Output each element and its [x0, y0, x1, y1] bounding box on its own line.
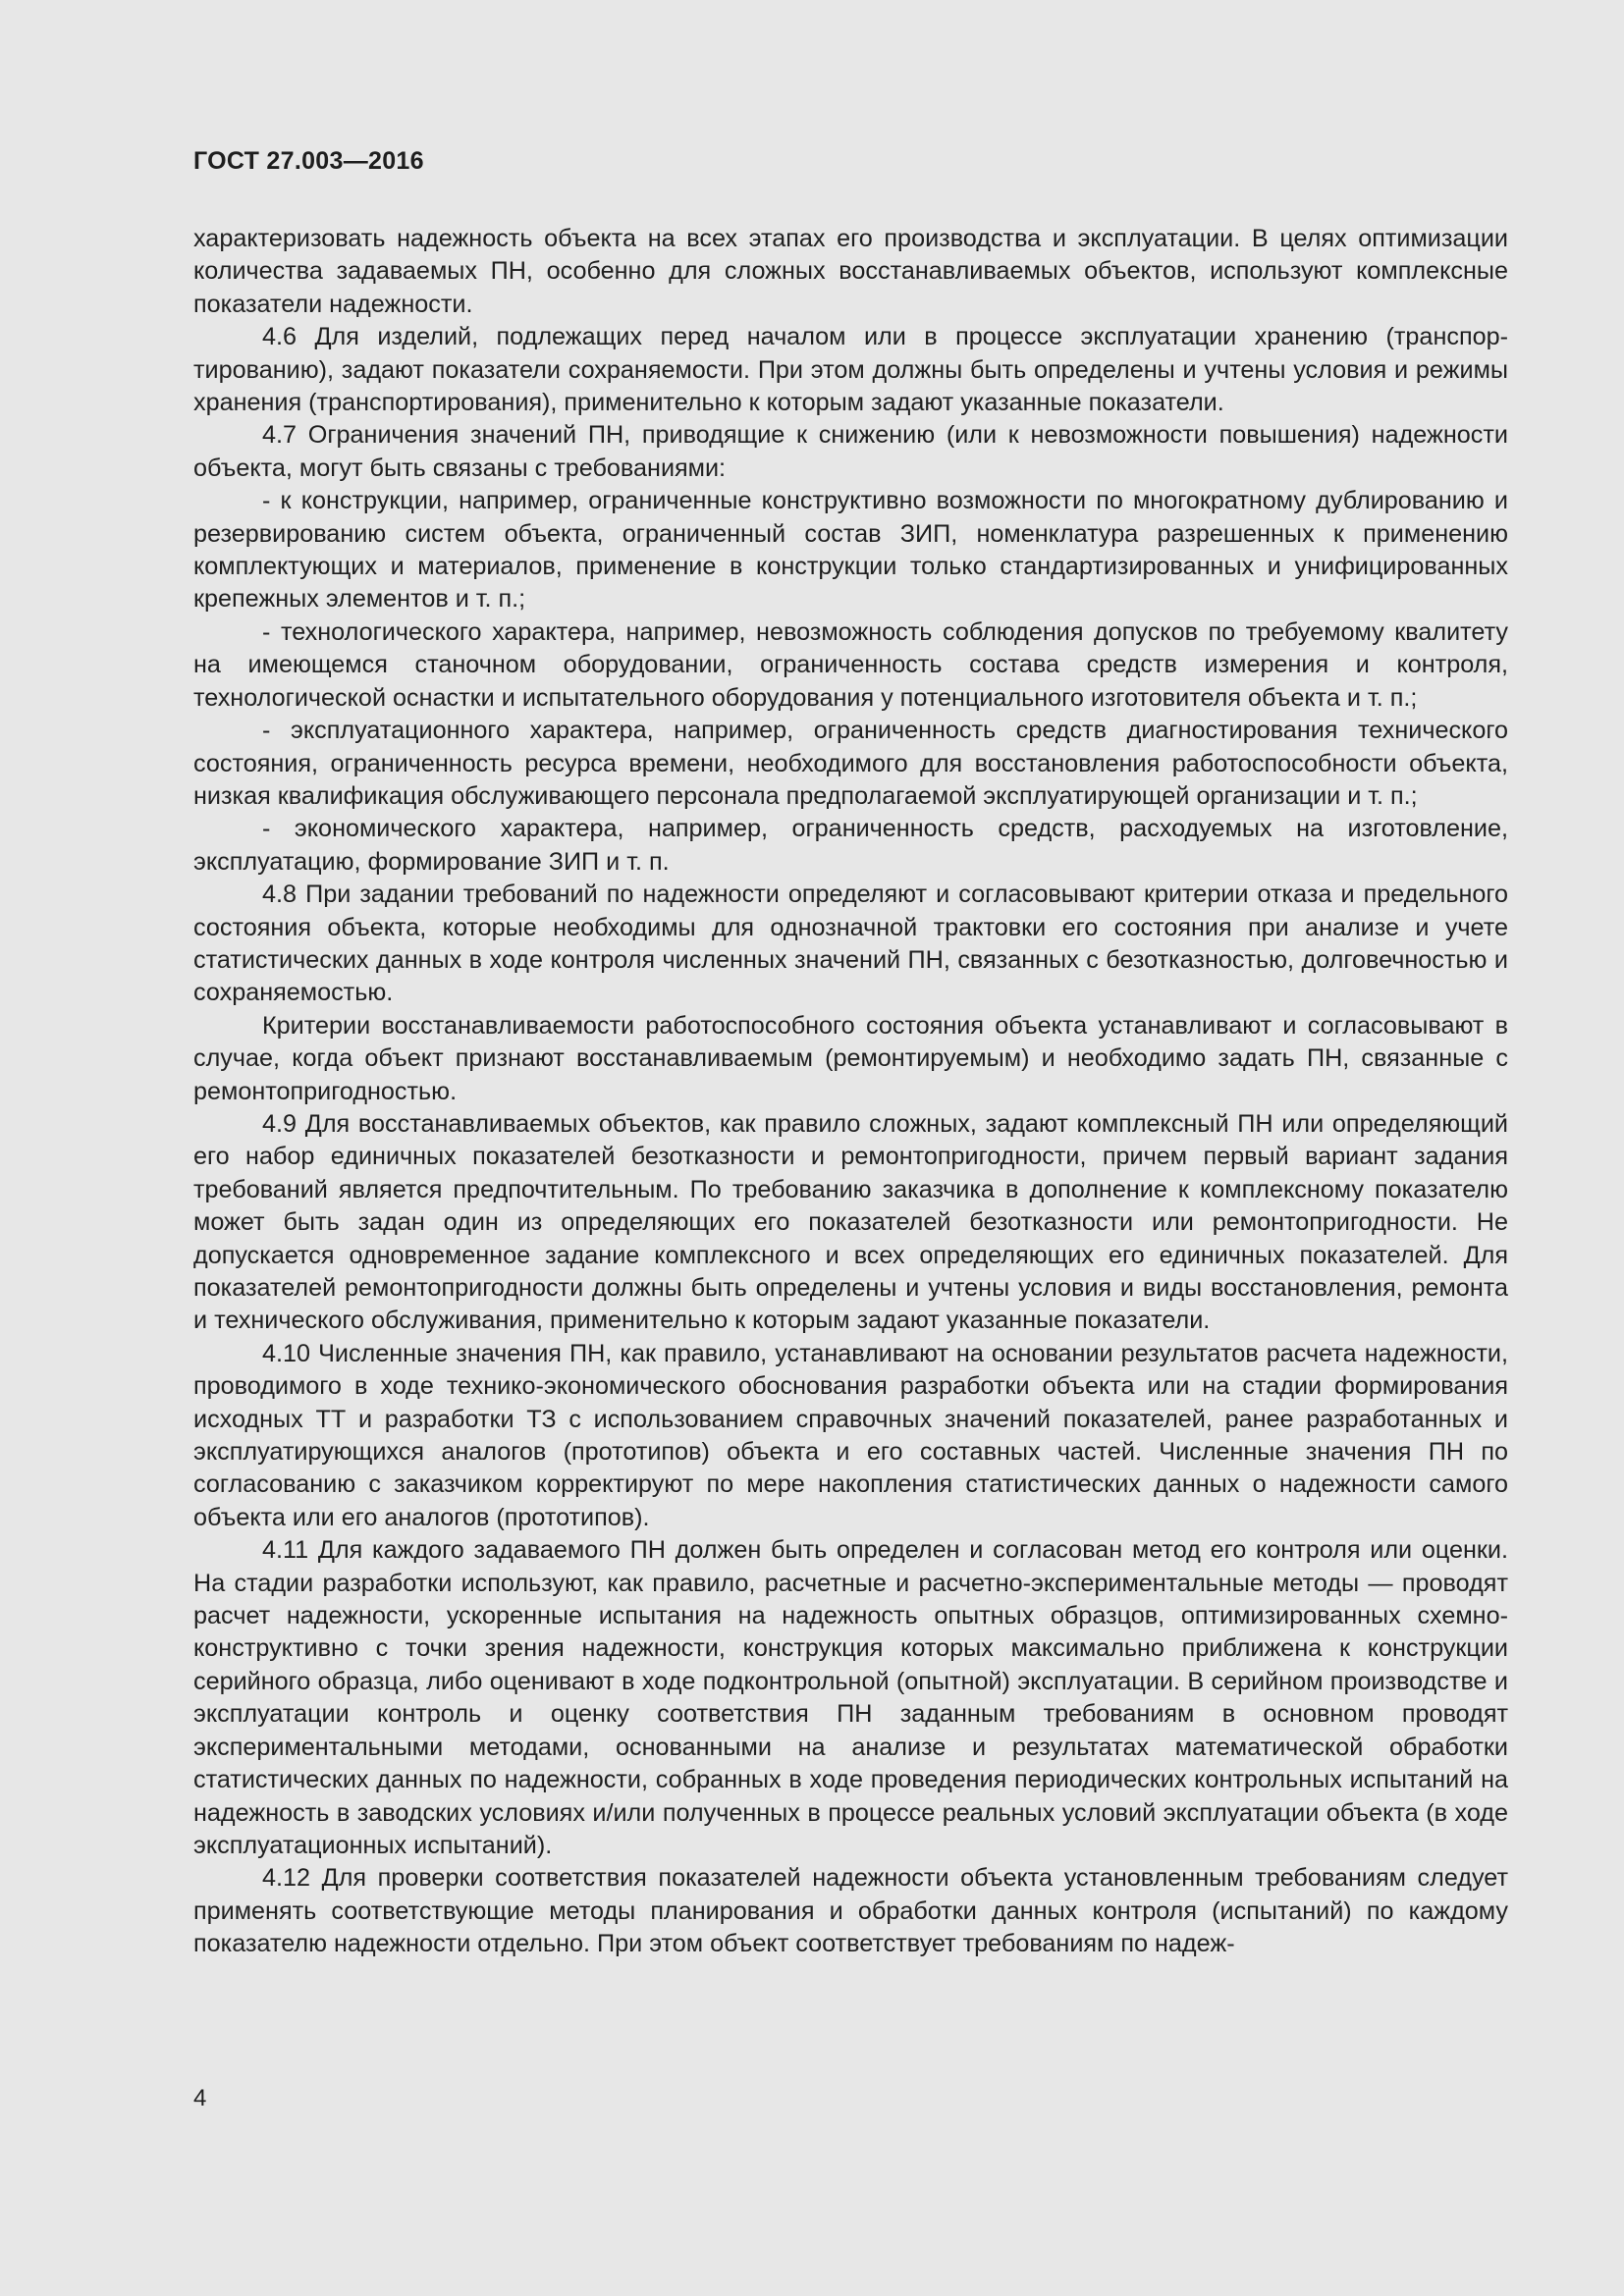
list-item-economic: - экономического характера, например, ограниченность средств, расходуемых на изготовление, эксплуатацию, формирование ЗИП и т. п. [193, 815, 1508, 876]
paragraph-4-12: 4.12 Для проверки соответствия показателей надежности объекта установленным требованиям следует применять соответствующие методы планирования и обработки данных контроля (испытаний) по каждому показателю надежности отдельно. При этом объект соответствует требованиям по надеж- [193, 1864, 1508, 1958]
paragraph-4-9: 4.9 Для восстанавливаемых объектов, как правило сложных, задают комплексный ПН или определяющий его набор единичных показателей безотказности и ремонтопригодности, причем первый вариант задания требований является предпочтительным. По требованию заказчика в дополнение к комплексному показателю может быть задан один из определяющих его показателей безотказности или ремонтопригодности. Не допускается одновременное задание комплексного и всех определяющих его единичных показателей. Для показателей ремонтопригодности должны быть определены и учтены условия и виды восстановления, ремонта и технического обслуживания, применительно к которым задают указанные показатели. [193, 1109, 1508, 1335]
list-item-operational: - эксплуатационного характера, например, ограниченность средств диагностирования технического состояния, ограниченность ресурса времени, необходимого для восстановления работоспособности объекта, низкая квалификация обслуживающего персонала предполагаемой эксплуатирующей организации и т. п.; [193, 717, 1508, 810]
paragraph-continuation: характеризовать надежность объекта на всех этапах его производства и эксплуатации. В целях оптимизации количества задаваемых ПН, особенно для сложных восстанавливаемых объектов, используют комплексные показатели надежности. [193, 225, 1508, 318]
paragraph-4-8: 4.8 При задании требований по надежности определяют и согласовывают критерии отказа и предельного состояния объекта, которые необходимы для однозначной трактовки его состояния при анализе и учете статистических данных в ходе контроля численных значений ПН, связанных с безотказностью, долговечностью и сохраняемостью. [193, 881, 1508, 1007]
document-header: ГОСТ 27.003—2016 [193, 147, 424, 175]
paragraph-4-7: 4.7 Ограничения значений ПН, приводящие к снижению (или к невозможности повышения) надежности объекта, могут быть связаны с требованиями: [193, 421, 1508, 482]
list-item-construction: - к конструкции, например, ограниченные конструктивно возможности по многократному дублированию и резервированию систем объекта, ограниченный состав ЗИП, номенклатура разрешенных к применению комплектующих и материалов, применение в конструкции только стандартизированных и унифицированных крепежных элементов и т. п.; [193, 487, 1508, 614]
list-item-technological: - технологического характера, например, невозможность соблюдения допусков по требуемому квалитету на имеющемся станочном оборудовании, ограниченность состава средств измерения и контроля, технологической оснастки и испытательного оборудования у потенциального изготовителя объекта и т. п.; [193, 617, 1508, 712]
document-body [193, 223, 1508, 1961]
paragraph-4-11: 4.11 Для каждого задаваемого ПН должен быть определен и согласован метод его контроля или оценки. На стадии разработки используют, как правило, расчетные и расчетно-экспериментальные методы — проводят расчет надежности, ускоренные испытания на надежность опытных образцов, оптимизированных схемно-конструктивно с точки зрения надежности, конструкция которых максимально приближена к конструкции серийного образца, либо оценивают в ходе подконтрольной (опытной) эксплуатации. В серийном производстве и эксплуатации контроль и оценку соответствия ПН заданным требованиям в основном проводят экспериментальными методами, основанными на анализе и результатах математической обработки статистических данных по надежности, собранных в ходе проведения периодических контрольных испытаний на надежность в заводских условиях и/или полученных в процессе реальных условий эксплуатации объекта (в ходе эксплуатационных испытаний). [193, 1536, 1508, 1859]
paragraph-4-8-recoverability: Критерии восстанавливаемости работоспособного состояния объекта устанавливают и согласовывают в случае, когда объект признают восстанавливаемым (ремонтируемым) и необходимо задать ПН, связанные с ремонтопригодностью. [193, 1011, 1508, 1105]
paragraph-4-10: 4.10 Численные значения ПН, как правило, устанавливают на основании результатов расчета надежности, проводимого в ходе технико-экономического обоснования разработки объекта или на стадии формирования исходных ТТ и разработки ТЗ с использованием справочных значений показателей, ранее разработанных и эксплуатирующихся аналогов (прототипов) объекта и его составных частей. Численные значения ПН по согласованию с заказчиком корректируют по мере накопления статистических данных о надежности самого объекта или его аналогов (прототипов). [193, 1339, 1508, 1531]
page-number: 4 [193, 2085, 207, 2111]
paragraph-4-6: 4.6 Для изделий, подлежащих перед началом или в процессе эксплуатации хранению (транспортированию), задают показатели сохраняемости. При этом должны быть определены и учтены условия и режимы хранения (транспортирования), применительно к которым задают указанные показатели. [193, 323, 1508, 417]
